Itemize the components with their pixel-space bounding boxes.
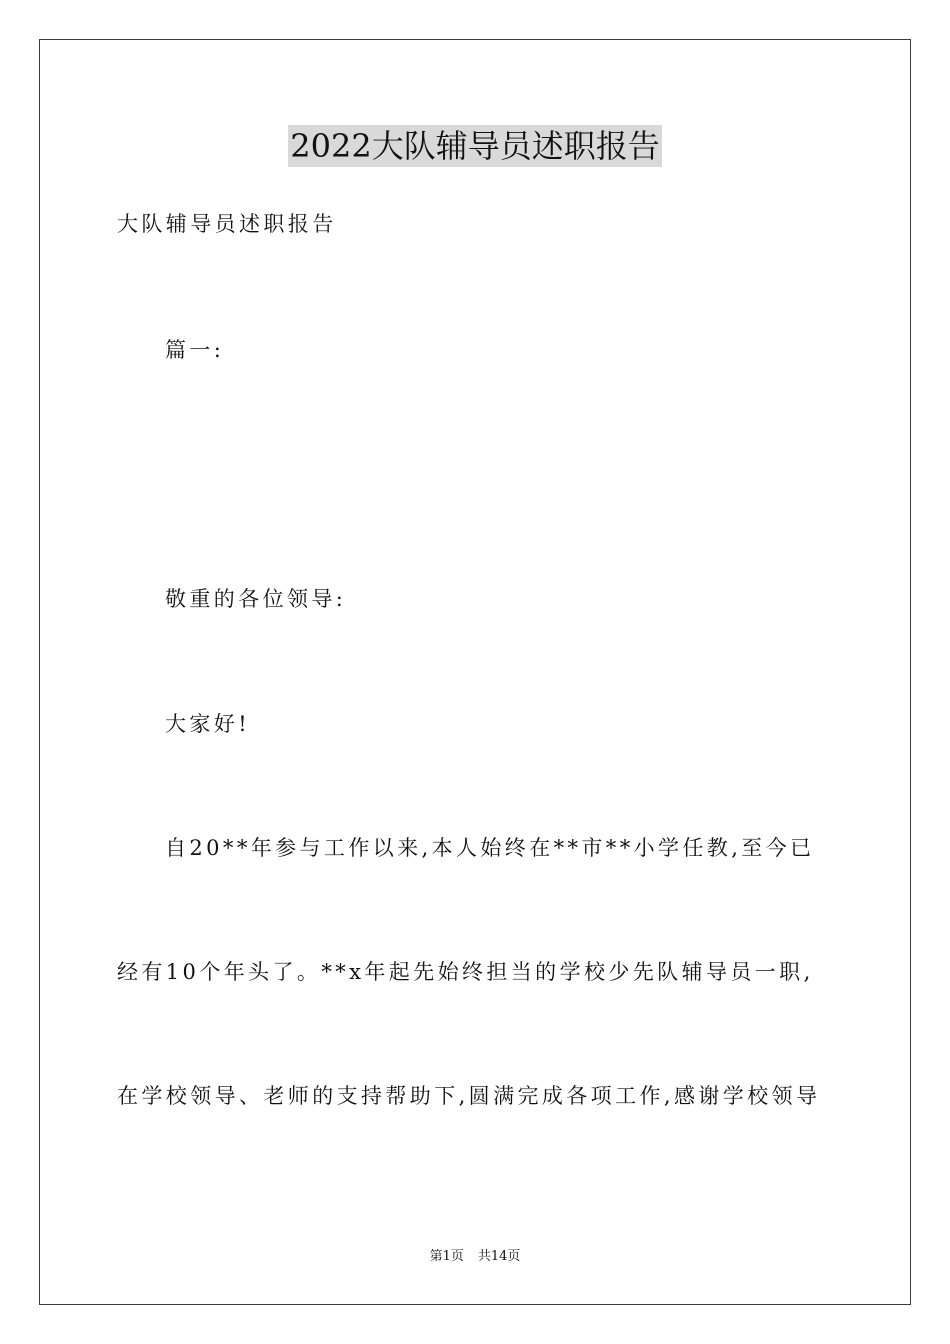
paragraph-line-2: 经有10个年头了。**x年起先始终担当的学校少先队辅导员一职, (117, 960, 814, 984)
paragraph-line-1: 自20**年参与工作以来,本人始终在**市**小学任教,至今已 (165, 836, 815, 860)
page-footer (0, 1248, 950, 1266)
salutation: 敬重的各位领导: (165, 587, 347, 611)
page-number-current: 第1页 (429, 1249, 464, 1264)
greeting: 大家好! (165, 712, 251, 736)
document-title: 2022大队辅导员述职报告 (290, 127, 660, 165)
title-container (0, 125, 950, 167)
document-subtitle: 大队辅导员述职报告 (117, 212, 337, 236)
paragraph-line-3: 在学校领导、老师的支持帮助下,圆满完成各项工作,感谢学校领导 (117, 1084, 821, 1108)
section-label: 篇一: (165, 338, 225, 362)
page-number-total: 共14页 (477, 1249, 521, 1264)
